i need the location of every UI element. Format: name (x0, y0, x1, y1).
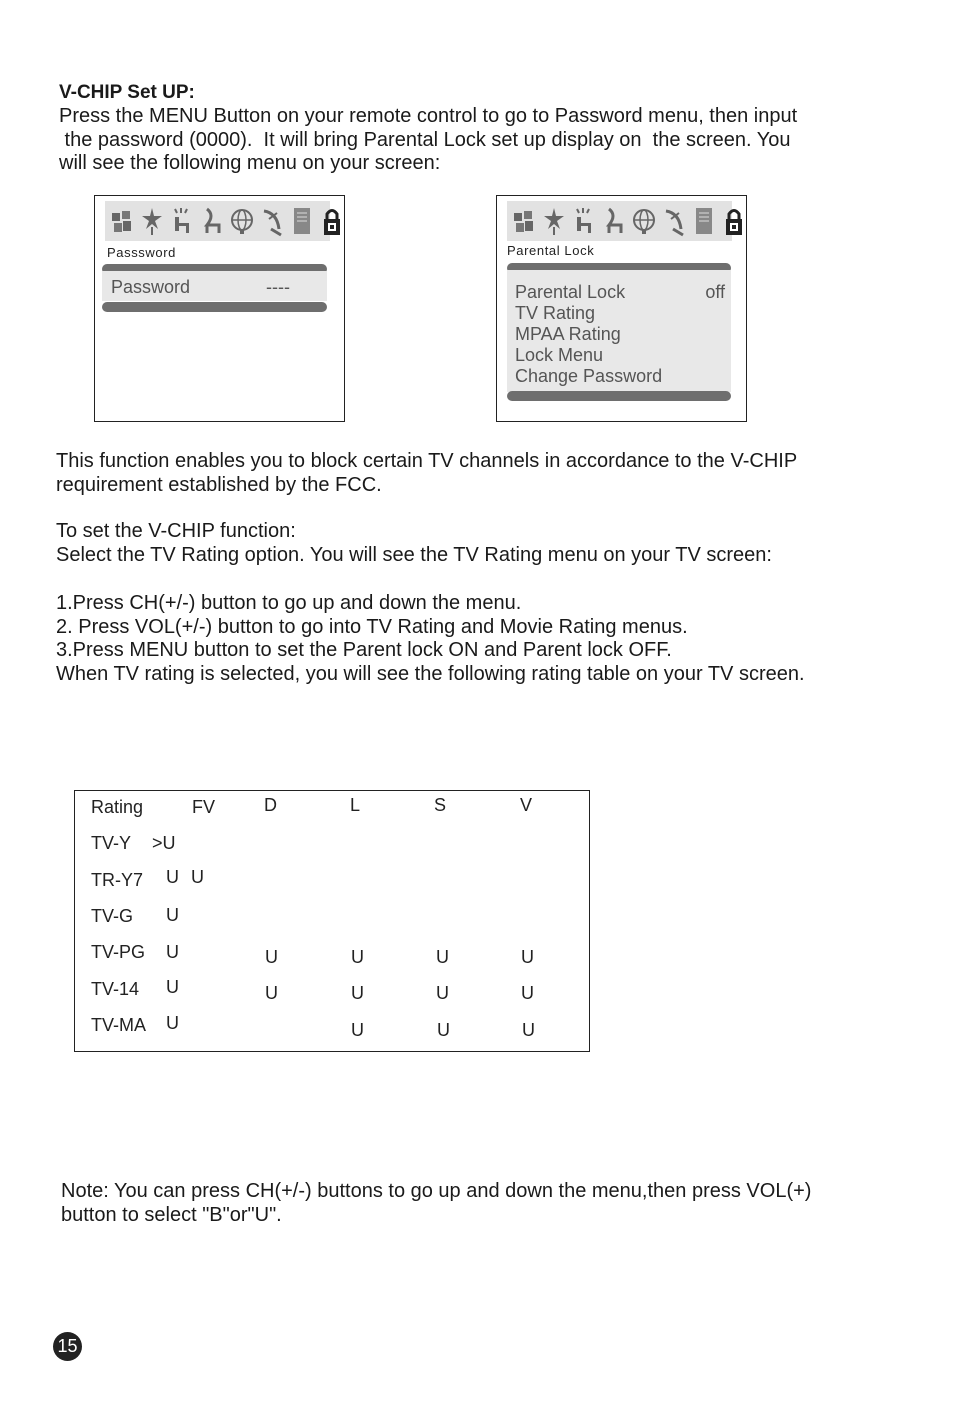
row-rating: TV-Y (91, 833, 132, 853)
parental-lock-screen (496, 195, 747, 422)
panel-bottom-bar (507, 391, 731, 401)
rating-cell[interactable]: U (265, 947, 278, 967)
page-number: 15 (53, 1332, 82, 1361)
puzzle-icon (109, 204, 135, 238)
menu-item-lock-menu[interactable]: Lock Menu (515, 345, 604, 365)
rating-cell[interactable]: U (166, 905, 179, 925)
rating-cell[interactable]: U (166, 1013, 179, 1033)
header-s: S (434, 795, 447, 815)
lock-icon (721, 204, 747, 238)
section-heading: V-CHIP Set UP: (59, 82, 195, 103)
header-l: L (350, 795, 361, 815)
satellite-icon (661, 204, 687, 238)
globe-icon (229, 204, 255, 238)
row-rating: TV-G (91, 906, 134, 926)
intro-line: the password (0000). It will bring Parental Lock set up display on the screen. You (59, 128, 791, 151)
document-icon (691, 204, 717, 238)
step-item: 2. Press VOL(+/-) button to go into TV Rating and Movie Rating menus. (56, 615, 688, 638)
rating-cell[interactable]: U (522, 1020, 535, 1040)
rating-cell[interactable]: U (351, 947, 364, 967)
header-v: V (520, 795, 533, 815)
setup-paragraph: To set the V-CHIP function: Select the TV Rating option. You will see the TV Rating menu on your TV screen: (56, 520, 772, 566)
screen-title: Passsword (107, 245, 176, 260)
sparkle-chair-icon (571, 204, 597, 238)
step-item: 1.Press CH(+/-) button to go up and down the menu. (56, 592, 522, 614)
password-screen (94, 195, 345, 422)
chair-icon (199, 204, 225, 238)
rating-cell[interactable]: U (521, 947, 534, 967)
rating-cell[interactable]: U (166, 867, 179, 887)
rating-cell[interactable]: U (351, 983, 364, 1003)
note-paragraph: Note: You can press CH(+/-) buttons to go up and down the menu,then press VOL(+) button to select "B"or"U". (61, 1180, 812, 1226)
intro-paragraph (59, 105, 797, 176)
password-panel (102, 271, 327, 301)
menu-item-tv-rating[interactable]: TV Rating (515, 303, 596, 323)
screen-title: Parental Lock (507, 243, 595, 258)
sparkle-chair-icon (169, 204, 195, 238)
rating-cell[interactable]: U (351, 1020, 364, 1040)
parental-lock-value: off (705, 282, 725, 302)
rating-cell[interactable]: U (166, 977, 179, 997)
document-icon (289, 204, 315, 238)
row-rating: TV-PG (91, 942, 146, 962)
star-broom-icon (541, 204, 567, 238)
osd-icon-bar (507, 201, 732, 241)
rating-cell[interactable]: U (166, 942, 179, 962)
header-rating: Rating (91, 797, 144, 817)
rating-cell[interactable]: >U (152, 833, 176, 853)
rating-cell[interactable]: U (265, 983, 278, 1003)
menu-item-change-password[interactable]: Change Password (515, 366, 663, 386)
star-broom-icon (139, 204, 165, 238)
rating-cell[interactable]: U (521, 983, 534, 1003)
menu-item-mpaa-rating[interactable]: MPAA Rating (515, 324, 621, 344)
osd-icon-bar (105, 201, 330, 241)
satellite-icon (259, 204, 285, 238)
header-fv: FV (192, 797, 216, 817)
rating-cell[interactable]: U (436, 983, 449, 1003)
rating-cell[interactable]: U (191, 867, 204, 887)
step-item: 3.Press MENU button to set the Parent lock ON and Parent lock OFF. (56, 639, 672, 661)
chair-icon (601, 204, 627, 238)
intro-line: Press the MENU Button on your remote control to go to Password menu, then input (59, 105, 798, 127)
step-item: When TV rating is selected, you will see the following rating table on your TV screen. (56, 662, 805, 685)
row-rating: TR-Y7 (91, 870, 144, 890)
rating-cell[interactable]: U (436, 947, 449, 967)
steps-list (56, 592, 805, 686)
row-rating: TV-MA (91, 1015, 147, 1035)
password-label: Password (111, 277, 191, 297)
rating-cell[interactable]: U (437, 1020, 450, 1040)
password-field[interactable]: ---- (266, 277, 290, 297)
lock-icon (319, 204, 345, 238)
globe-icon (631, 204, 657, 238)
panel-bottom-bar (102, 302, 327, 312)
rating-table (74, 790, 590, 1052)
intro-line: will see the following menu on your screen: (59, 152, 441, 174)
row-rating: TV-14 (91, 979, 140, 999)
puzzle-icon (511, 204, 537, 238)
parental-menu (507, 270, 731, 392)
function-paragraph: This function enables you to block certain TV channels in accordance to the V-CHIP requirement established by the FCC. (56, 450, 798, 496)
menu-item-parental-lock[interactable]: Parental Lock off (515, 282, 725, 302)
header-d: D (264, 795, 277, 815)
